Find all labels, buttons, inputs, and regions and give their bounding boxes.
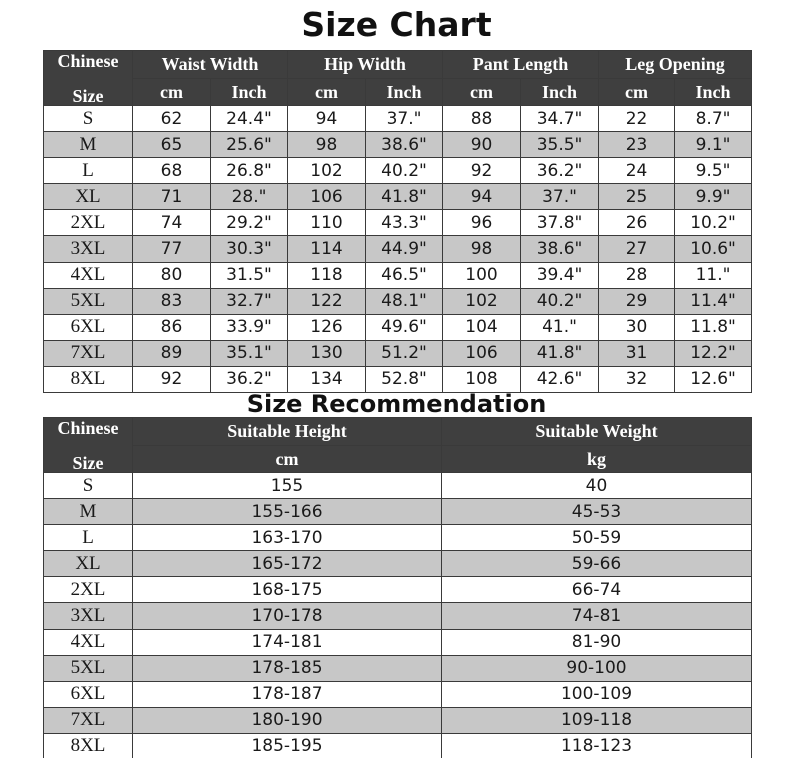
- size-header-line2: Size: [72, 453, 104, 473]
- value-cell: 28.": [211, 184, 288, 210]
- size-cell: 7XL: [44, 340, 133, 366]
- table-row: [44, 288, 752, 314]
- size-chart-title: Size Chart: [301, 5, 492, 44]
- value-cell: 23: [599, 132, 675, 158]
- table-row: [44, 603, 752, 629]
- value-cell: 52.8": [366, 366, 443, 392]
- size-cell: 5XL: [44, 288, 133, 314]
- value-cell: 109-118: [442, 707, 752, 733]
- value-cell: 65: [133, 132, 211, 158]
- value-cell: 108: [443, 366, 521, 392]
- table-row: [44, 314, 752, 340]
- value-cell: 8.7": [675, 106, 752, 132]
- value-cell: 71: [133, 184, 211, 210]
- size-cell: 2XL: [44, 577, 133, 603]
- value-cell: 43.3": [366, 210, 443, 236]
- value-cell: 106: [288, 184, 366, 210]
- value-cell: 118: [288, 262, 366, 288]
- unit-header: Inch: [675, 79, 752, 106]
- value-cell: 100-109: [442, 681, 752, 707]
- value-cell: 170-178: [133, 603, 442, 629]
- value-cell: 59-66: [442, 551, 752, 577]
- value-cell: 165-172: [133, 551, 442, 577]
- value-cell: 11.4": [675, 288, 752, 314]
- value-cell: 33.9": [211, 314, 288, 340]
- size-cell: 8XL: [44, 733, 133, 758]
- value-cell: 37.": [521, 184, 599, 210]
- unit-header: cm: [443, 79, 521, 106]
- value-cell: 39.4": [521, 262, 599, 288]
- value-cell: 46.5": [366, 262, 443, 288]
- value-cell: 89: [133, 340, 211, 366]
- value-cell: 31: [599, 340, 675, 366]
- size-header-line1: Chinese: [57, 418, 119, 438]
- value-cell: 88: [443, 106, 521, 132]
- value-cell: 40.2": [366, 158, 443, 184]
- group-header-suitable-weight: Suitable Weight: [442, 418, 752, 446]
- value-cell: 185-195: [133, 733, 442, 758]
- value-cell: 42.6": [521, 366, 599, 392]
- value-cell: 49.6": [366, 314, 443, 340]
- value-cell: 12.6": [675, 366, 752, 392]
- value-cell: 96: [443, 210, 521, 236]
- unit-header: cm: [133, 446, 442, 473]
- value-cell: 77: [133, 236, 211, 262]
- value-cell: 114: [288, 236, 366, 262]
- size-cell: 8XL: [44, 366, 133, 392]
- size-cell: S: [44, 106, 133, 132]
- value-cell: 130: [288, 340, 366, 366]
- unit-header: cm: [599, 79, 675, 106]
- size-cell: S: [44, 473, 133, 499]
- value-cell: 104: [443, 314, 521, 340]
- size-cell: 3XL: [44, 603, 133, 629]
- value-cell: 37.": [366, 106, 443, 132]
- value-cell: 41.8": [521, 340, 599, 366]
- value-cell: 11.8": [675, 314, 752, 340]
- size-chart-table: [43, 50, 752, 393]
- size-cell: L: [44, 158, 133, 184]
- value-cell: 26.8": [211, 158, 288, 184]
- value-cell: 51.2": [366, 340, 443, 366]
- value-cell: 66-74: [442, 577, 752, 603]
- value-cell: 62: [133, 106, 211, 132]
- value-cell: 74-81: [442, 603, 752, 629]
- table-row: [44, 236, 752, 262]
- value-cell: 32.7": [211, 288, 288, 314]
- size-cell: 4XL: [44, 262, 133, 288]
- table-row: [44, 707, 752, 733]
- value-cell: 36.2": [521, 158, 599, 184]
- table-row: [44, 525, 752, 551]
- table-row: [44, 733, 752, 758]
- value-cell: 118-123: [442, 733, 752, 758]
- value-cell: 30: [599, 314, 675, 340]
- value-cell: 74: [133, 210, 211, 236]
- value-cell: 98: [288, 132, 366, 158]
- value-cell: 10.2": [675, 210, 752, 236]
- value-cell: 86: [133, 314, 211, 340]
- size-cell: L: [44, 525, 133, 551]
- value-cell: 94: [443, 184, 521, 210]
- size-cell: XL: [44, 551, 133, 577]
- value-cell: 178-185: [133, 655, 442, 681]
- size-column-header: [44, 51, 133, 106]
- value-cell: 134: [288, 366, 366, 392]
- value-cell: 80: [133, 262, 211, 288]
- value-cell: 174-181: [133, 629, 442, 655]
- value-cell: 27: [599, 236, 675, 262]
- unit-header: Inch: [211, 79, 288, 106]
- size-cell: M: [44, 132, 133, 158]
- value-cell: 83: [133, 288, 211, 314]
- value-cell: 106: [443, 340, 521, 366]
- value-cell: 28: [599, 262, 675, 288]
- table-row: [44, 106, 752, 132]
- value-cell: 9.5": [675, 158, 752, 184]
- size-cell: 3XL: [44, 236, 133, 262]
- value-cell: 30.3": [211, 236, 288, 262]
- table-row: [44, 132, 752, 158]
- value-cell: 26: [599, 210, 675, 236]
- table-row: [44, 499, 752, 525]
- value-cell: 155-166: [133, 499, 442, 525]
- value-cell: 110: [288, 210, 366, 236]
- table-row: [44, 551, 752, 577]
- size-cell: 4XL: [44, 629, 133, 655]
- table-row: [44, 577, 752, 603]
- value-cell: 34.7": [521, 106, 599, 132]
- value-cell: 100: [443, 262, 521, 288]
- table-row: [44, 340, 752, 366]
- value-cell: 45-53: [442, 499, 752, 525]
- size-header-line2: Size: [72, 86, 104, 106]
- value-cell: 9.9": [675, 184, 752, 210]
- value-cell: 37.8": [521, 210, 599, 236]
- unit-header: cm: [133, 79, 211, 106]
- size-recommendation-table: [43, 417, 752, 758]
- value-cell: 90-100: [442, 655, 752, 681]
- value-cell: 180-190: [133, 707, 442, 733]
- value-cell: 31.5": [211, 262, 288, 288]
- size-recommendation-title: Size Recommendation: [246, 390, 547, 418]
- value-cell: 12.2": [675, 340, 752, 366]
- table-row: [44, 210, 752, 236]
- value-cell: 48.1": [366, 288, 443, 314]
- table-row: [44, 655, 752, 681]
- size-cell: 2XL: [44, 210, 133, 236]
- value-cell: 44.9": [366, 236, 443, 262]
- value-cell: 50-59: [442, 525, 752, 551]
- size-header-line1: Chinese: [57, 51, 119, 71]
- value-cell: 35.5": [521, 132, 599, 158]
- value-cell: 10.6": [675, 236, 752, 262]
- table-row: [44, 158, 752, 184]
- size-cell: 6XL: [44, 314, 133, 340]
- value-cell: 40.2": [521, 288, 599, 314]
- value-cell: 11.": [675, 262, 752, 288]
- value-cell: 81-90: [442, 629, 752, 655]
- value-cell: 94: [288, 106, 366, 132]
- value-cell: 92: [443, 158, 521, 184]
- value-cell: 38.6": [521, 236, 599, 262]
- value-cell: 126: [288, 314, 366, 340]
- value-cell: 25: [599, 184, 675, 210]
- value-cell: 24.4": [211, 106, 288, 132]
- value-cell: 29: [599, 288, 675, 314]
- value-cell: 92: [133, 366, 211, 392]
- size-column-header: [44, 418, 133, 473]
- group-header-pant-length: Pant Length: [443, 51, 599, 79]
- table-row: [44, 473, 752, 499]
- value-cell: 36.2": [211, 366, 288, 392]
- value-cell: 29.2": [211, 210, 288, 236]
- unit-header: cm: [288, 79, 366, 106]
- size-cell: 7XL: [44, 707, 133, 733]
- value-cell: 40: [442, 473, 752, 499]
- value-cell: 9.1": [675, 132, 752, 158]
- unit-header: Inch: [366, 79, 443, 106]
- value-cell: 122: [288, 288, 366, 314]
- value-cell: 25.6": [211, 132, 288, 158]
- table-row: [44, 681, 752, 707]
- value-cell: 98: [443, 236, 521, 262]
- value-cell: 68: [133, 158, 211, 184]
- size-cell: M: [44, 499, 133, 525]
- value-cell: 90: [443, 132, 521, 158]
- value-cell: 41.8": [366, 184, 443, 210]
- value-cell: 163-170: [133, 525, 442, 551]
- value-cell: 24: [599, 158, 675, 184]
- value-cell: 102: [288, 158, 366, 184]
- unit-header: Inch: [521, 79, 599, 106]
- value-cell: 168-175: [133, 577, 442, 603]
- size-cell: 5XL: [44, 655, 133, 681]
- group-header-waist-width: Waist Width: [133, 51, 288, 79]
- table-row: [44, 262, 752, 288]
- value-cell: 22: [599, 106, 675, 132]
- value-cell: 155: [133, 473, 442, 499]
- value-cell: 32: [599, 366, 675, 392]
- group-header-hip-width: Hip Width: [288, 51, 443, 79]
- table-row: [44, 184, 752, 210]
- size-cell: 6XL: [44, 681, 133, 707]
- group-header-suitable-height: Suitable Height: [133, 418, 442, 446]
- group-header-leg-opening: Leg Opening: [599, 51, 752, 79]
- size-cell: XL: [44, 184, 133, 210]
- value-cell: 178-187: [133, 681, 442, 707]
- value-cell: 41.": [521, 314, 599, 340]
- value-cell: 35.1": [211, 340, 288, 366]
- table-row: [44, 629, 752, 655]
- value-cell: 102: [443, 288, 521, 314]
- unit-header: kg: [442, 446, 752, 473]
- value-cell: 38.6": [366, 132, 443, 158]
